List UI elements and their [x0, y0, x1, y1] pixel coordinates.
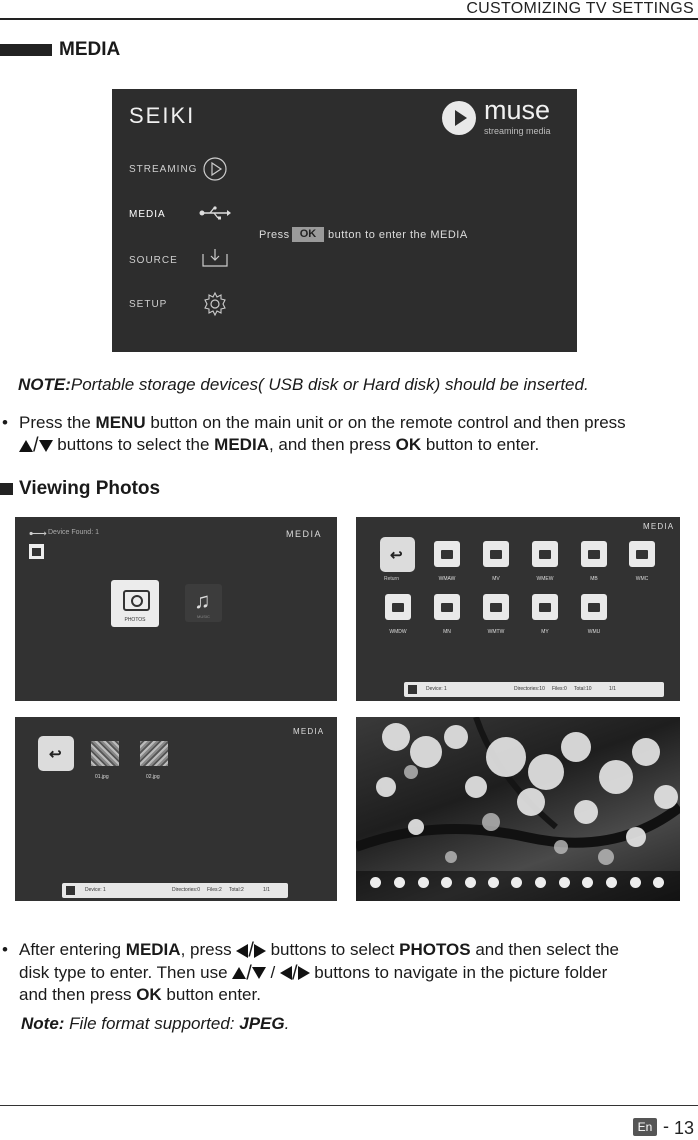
folder-icon[interactable] [434, 594, 460, 620]
folder-label: WMTW [487, 629, 505, 635]
menu-icon[interactable] [630, 877, 641, 888]
up-arrow-icon [19, 440, 33, 452]
step2-text [19, 939, 698, 1006]
status-bar [404, 682, 664, 697]
ok-key-badge: OK [292, 227, 324, 242]
drive-icon [66, 886, 75, 895]
muse-play-icon [442, 101, 476, 135]
photo-thumbnail[interactable] [91, 741, 119, 766]
return-button[interactable] [38, 736, 74, 771]
step1-bullet: • [2, 413, 8, 432]
pause-icon[interactable] [418, 877, 429, 888]
screen-device-found [15, 517, 337, 701]
media-key: MEDIA [125, 940, 181, 959]
folder-label: MB [590, 576, 598, 582]
status-page: 1/1 [263, 887, 270, 893]
folder-label: MN [443, 629, 451, 635]
note-label: Note: [21, 1014, 65, 1033]
source-icon [200, 247, 230, 269]
return-icon: ↩ [49, 746, 62, 763]
screen-title: MEDIA [643, 522, 675, 531]
note-file-format [21, 1014, 289, 1034]
device-found-label: Device Found: 1 [48, 529, 99, 536]
return-button[interactable] [380, 537, 415, 572]
camera-icon [123, 590, 150, 611]
section-marker-photos [0, 483, 13, 495]
header-rule [0, 18, 698, 20]
ok-key: OK [136, 985, 162, 1005]
note-insert-storage [18, 375, 589, 395]
folder-label: MV [492, 576, 500, 582]
menu-item-streaming[interactable]: STREAMING [129, 164, 198, 175]
usb-icon [198, 205, 232, 221]
folder-icon[interactable] [483, 594, 509, 620]
step2-line2b: buttons to navigate in the picture folder [309, 962, 608, 982]
screen-folder-list [356, 517, 680, 701]
rotate-left-icon[interactable] [465, 877, 476, 888]
step1-p2: button on the main unit or on the remote control and then press [145, 413, 626, 432]
language-badge: En [633, 1118, 657, 1136]
folder-icon[interactable] [532, 594, 558, 620]
right-arrow-icon [298, 966, 310, 980]
tv-main-screen [112, 89, 577, 352]
separator-slash: / [265, 962, 280, 982]
rewind-icon[interactable] [394, 877, 405, 888]
note-text: Portable storage devices( USB disk or Hard disk) should be inserted. [70, 375, 589, 394]
photos-tile[interactable] [111, 580, 159, 627]
step2-p2: , press [180, 940, 237, 959]
music-tile[interactable] [185, 584, 222, 622]
step2-p4: and then select the [470, 940, 619, 959]
section-marker [0, 44, 52, 56]
left-arrow-icon [280, 966, 292, 980]
zoom-in-icon[interactable] [511, 877, 522, 888]
viewing-photos-title: Viewing Photos [19, 478, 161, 499]
step2-bullet: • [2, 940, 8, 959]
ok-key: OK [395, 435, 422, 454]
photo-filename: 02.jpg [146, 774, 160, 780]
seiki-logo: SEIKI [129, 103, 196, 128]
folder-label: WMU [587, 629, 601, 635]
press-suffix: button to enter the MEDIA [328, 229, 468, 241]
screen-title: MEDIA [293, 727, 325, 736]
previous-icon[interactable] [370, 877, 381, 888]
stop-icon[interactable] [441, 877, 452, 888]
step2-line3a: and then press [19, 985, 137, 1005]
gear-icon [202, 291, 228, 317]
folder-label: WMEW [536, 576, 554, 582]
step1-p5: button to enter. [421, 435, 540, 454]
status-total: Total:2 [229, 887, 244, 893]
usb-icon [29, 529, 47, 538]
status-directories: Directories:10 [514, 686, 545, 692]
folder-icon[interactable] [581, 541, 607, 567]
muse-tagline: streaming media [484, 126, 551, 136]
step2-p3: buttons to select [265, 940, 400, 959]
menu-item-media[interactable]: MEDIA [129, 209, 166, 220]
photos-key: PHOTOS [399, 940, 471, 959]
step2-line2a: disk type to enter. Then use [19, 962, 233, 982]
slash-glyph: / [292, 962, 298, 985]
playlist-icon[interactable] [582, 877, 593, 888]
note-text: File format supported: [64, 1014, 240, 1033]
return-icon: ↩ [390, 547, 403, 564]
status-page: 1/1 [609, 686, 616, 692]
status-total: Total:10 [574, 686, 592, 692]
down-arrow-icon [39, 440, 53, 452]
screen-title: MEDIA [286, 529, 323, 539]
photos-label: PHOTOS [124, 617, 146, 623]
folder-icon[interactable] [434, 541, 460, 567]
down-arrow-icon [252, 967, 266, 979]
screen-photo-list [15, 717, 337, 901]
up-arrow-icon [232, 967, 246, 979]
step1-p3: buttons to select the [52, 435, 215, 454]
music-icon[interactable] [606, 877, 617, 888]
slash-glyph: / [248, 939, 254, 962]
status-device: Device: 1 [426, 686, 447, 692]
folder-label: WMAW [438, 576, 456, 582]
status-device: Device: 1 [85, 887, 106, 893]
right-arrow-icon [254, 944, 266, 958]
folder-label: WMC [635, 576, 649, 582]
status-files: Files:2 [207, 887, 222, 893]
folder-icon[interactable] [581, 594, 607, 620]
slash-glyph: / [33, 434, 39, 457]
photo-filename: 01.jpg [95, 774, 109, 780]
slash-glyph: / [246, 962, 252, 985]
return-label: Return [384, 576, 400, 582]
footer-rule [0, 1105, 698, 1106]
photo-viewer-screen [356, 717, 680, 901]
note-label: NOTE: [18, 375, 71, 394]
status-directories: Directories:0 [172, 887, 201, 893]
folder-icon[interactable] [629, 541, 655, 567]
photo-thumbnail[interactable] [140, 741, 168, 766]
media-key: MEDIA [214, 435, 269, 454]
menu-key: MENU [95, 413, 146, 432]
format-jpeg: JPEG [239, 1014, 285, 1033]
menu-item-setup[interactable]: SETUP [129, 299, 168, 310]
step2-p1: After entering [19, 940, 126, 959]
drive-icon[interactable] [29, 544, 44, 559]
chapter-title: CUSTOMIZING TV SETTINGS [466, 0, 694, 17]
streaming-icon [202, 156, 228, 182]
step1-text [19, 412, 698, 457]
folder-icon[interactable] [483, 541, 509, 567]
left-arrow-icon [236, 944, 248, 958]
step2-line3b: button enter. [161, 985, 261, 1005]
page-dash: - [663, 1116, 669, 1136]
page-number: 13 [674, 1118, 695, 1138]
media-section-title: MEDIA [59, 39, 121, 60]
folder-icon[interactable] [385, 594, 411, 620]
step1-p1: Press the [19, 413, 96, 432]
muse-logo: muse [484, 95, 551, 125]
folder-icon[interactable] [532, 541, 558, 567]
note-end: . [284, 1014, 290, 1033]
rotate-right-icon[interactable] [488, 877, 499, 888]
info-icon[interactable] [653, 877, 664, 888]
music-label: MUSIC [197, 614, 210, 619]
folder-label: WMDW [389, 629, 407, 635]
press-prefix: Press [259, 229, 290, 241]
status-bar [62, 883, 288, 898]
drive-icon [408, 685, 417, 694]
folder-label: MY [541, 629, 549, 635]
zoom-out-icon[interactable] [535, 877, 546, 888]
move-icon[interactable] [559, 877, 570, 888]
menu-item-source[interactable]: SOURCE [129, 255, 178, 266]
status-files: Files:0 [552, 686, 567, 692]
step1-p4: , and then press [268, 435, 396, 454]
music-note-icon: ♫ [194, 588, 211, 613]
